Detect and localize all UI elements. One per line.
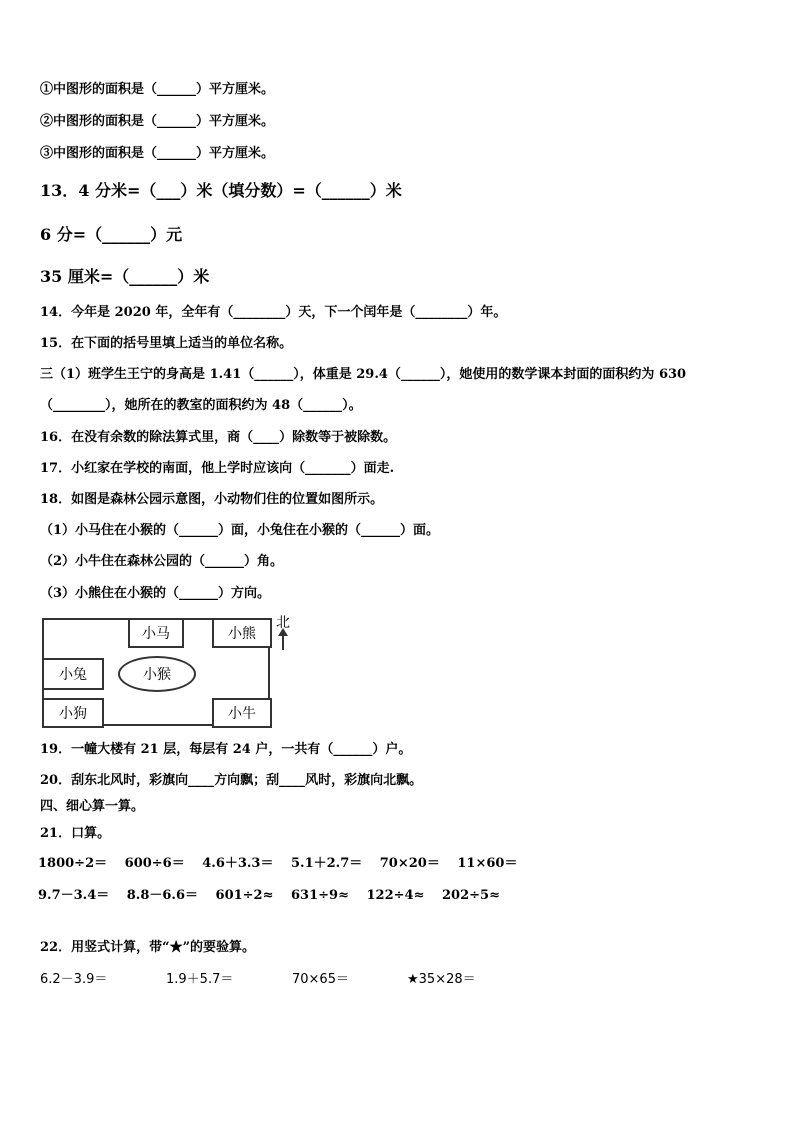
question-18-3: （3）小熊住在小猴的（______）方向。 (40, 586, 271, 601)
question-13-b: 6 分=（______）元 (40, 225, 183, 244)
mental-calc-row-2: 9.7－3.4＝ 8.8－6.6＝ 601÷2≈ 631÷9≈ 122÷4≈ 202÷5≈ (38, 888, 500, 903)
horse-box: 小马 (128, 618, 184, 648)
vertical-calc-3: 70×65＝ (292, 972, 349, 987)
cow-box: 小牛 (212, 698, 272, 728)
question-16: 16．在没有余数的除法算式里，商（____）除数等于被除数。 (40, 430, 397, 445)
rabbit-box: 小兔 (42, 658, 104, 690)
question-13-a: 13．4 分米=（___）米（填分数）=（______）米 (40, 181, 402, 200)
question-18-1: （1）小马住在小猴的（______）面，小兔住在小猴的（______）面。 (40, 523, 440, 538)
line-area-3: ③中图形的面积是（______）平方厘米。 (40, 146, 275, 161)
question-18-2: （2）小牛住在森林公园的（______）角。 (40, 554, 284, 569)
question-15: 15．在下面的括号里填上适当的单位名称。 (40, 336, 293, 351)
dog-box: 小狗 (42, 698, 104, 728)
question-18: 18．如图是森林公园示意图，小动物们住的位置如图所示。 (40, 492, 384, 507)
vertical-calc-2: 1.9＋5.7＝ (166, 972, 234, 987)
vertical-calc-4: ★35×28＝ (407, 972, 476, 987)
line-area-1: ①中图形的面积是（______）平方厘米。 (40, 82, 275, 97)
question-21: 21．口算。 (40, 826, 111, 841)
line-area-2: ②中图形的面积是（______）平方厘米。 (40, 114, 275, 129)
question-20: 20．刮东北风时，彩旗向____方向飘；刮____风时，彩旗向北飘。 (40, 773, 423, 788)
vertical-calc-1: 6.2－3.9＝ (40, 972, 108, 987)
mental-calc-row-1: 1800÷2＝ 600÷6＝ 4.6＋3.3＝ 5.1＋2.7＝ 70×20＝ 11×60＝ (38, 856, 518, 871)
question-15-line1: 三（1）班学生王宁的身高是 1.41（______），体重是 29.4（______），她使用的数学课本封面的面积约为 630 (40, 367, 687, 382)
question-13-c: 35 厘米=（______）米 (40, 267, 210, 286)
forest-park-map (42, 618, 270, 726)
north-label: 北 (276, 615, 290, 631)
question-15-line2: （________），她所在的教室的面积约为 48（______）。 (40, 398, 362, 413)
question-19: 19．一幢大楼有 21 层，每层有 24 户，一共有（______）户。 (40, 742, 412, 757)
north-indicator (276, 612, 292, 652)
question-14: 14．今年是 2020 年，全年有（________）天，下一个闰年是（________）年。 (40, 305, 507, 320)
bear-box: 小熊 (212, 618, 272, 648)
question-22: 22．用竖式计算，带“★”的要验算。 (40, 940, 256, 955)
section-4-heading: 四、细心算一算。 (40, 799, 145, 814)
question-17: 17．小红家在学校的南面，他上学时应该向（_______）面走. (40, 461, 395, 476)
monkey-ellipse: 小猴 (118, 656, 196, 692)
